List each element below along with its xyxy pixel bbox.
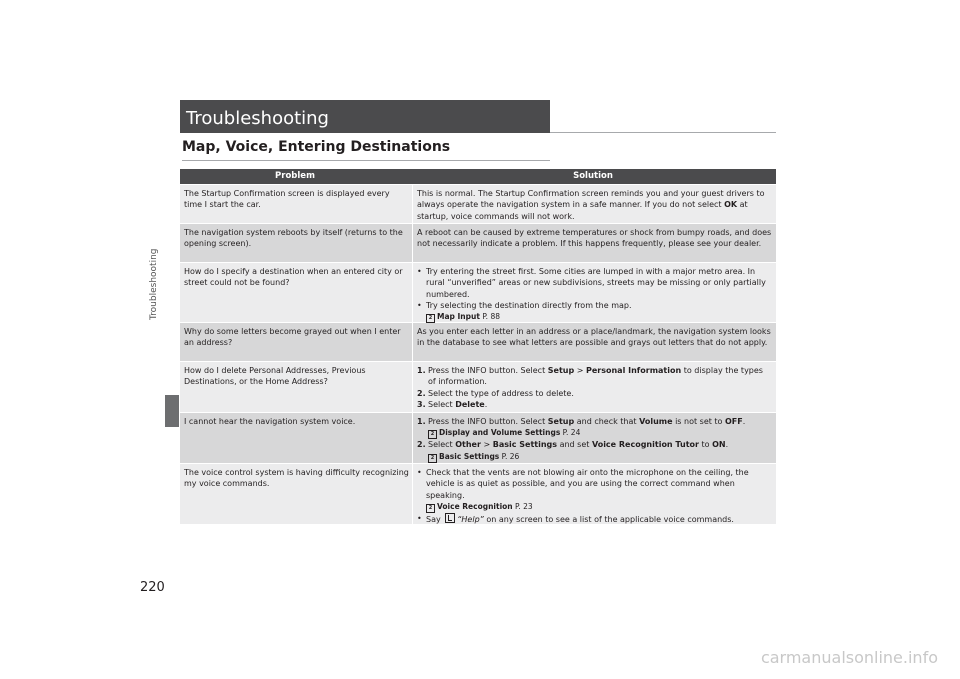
bullet-marker: • [417, 267, 422, 276]
menu-term: Volume [639, 417, 673, 426]
reference-page: P. 26 [499, 451, 520, 461]
step-number: 2. [417, 440, 426, 450]
text-run: Select [428, 440, 456, 450]
table-row [180, 184, 776, 223]
reference-label: Voice Recognition [437, 501, 513, 511]
table-row [180, 463, 776, 524]
table-row [180, 262, 776, 322]
menu-term: Other [455, 440, 481, 450]
solution-cell [412, 413, 776, 463]
side-tab-marker [165, 395, 179, 427]
step-number: 1. [417, 366, 426, 375]
problem-cell: Why do some letters become grayed out when I enter an address? [184, 327, 401, 348]
reference-label: Display and Volume Settings [439, 428, 561, 438]
bullet-marker: • [417, 300, 422, 310]
voice-command: “Help” [457, 514, 484, 524]
step-text [428, 416, 745, 427]
section-title: Map, Voice, Entering Destinations [182, 139, 451, 155]
step-number: 2. [417, 388, 426, 398]
text-run: is not set to [672, 417, 725, 426]
step-number: 1. [417, 417, 426, 426]
watermark: carmanualsonline.info [760, 648, 938, 667]
bullet-text: Try entering the street first. Some cities are lumped in with a major metro area. In rural “unverified” areas or new subdivisions, streets may be missing or only partially numbered. [426, 267, 766, 299]
side-tab-label: Troubleshooting [149, 248, 159, 320]
text-run: to display the types of information. [428, 366, 763, 387]
header-solution: Solution [573, 171, 613, 181]
reference-arrow-icon: 2 [428, 430, 437, 439]
bullet-item [417, 266, 772, 300]
menu-term: Voice Recognition Tutor [591, 440, 699, 450]
bullet-text: Try selecting the destination directly from the map. [426, 300, 632, 310]
page-reference[interactable] [417, 427, 772, 439]
text-run: > [480, 440, 493, 450]
text-run: . [484, 399, 488, 409]
solution-cell [412, 185, 776, 223]
menu-term: Delete [455, 399, 485, 409]
text-run: . [725, 440, 729, 450]
numbered-step [417, 388, 772, 399]
menu-term: Basic Settings [492, 440, 558, 450]
step-number: 3. [417, 399, 426, 409]
numbered-step [417, 365, 772, 388]
solution-cell [412, 263, 776, 322]
problem-cell: How do I delete Personal Addresses, Previous Destinations, or the Home Address? [184, 366, 366, 387]
reference-label: Basic Settings [439, 451, 500, 461]
text-run: . [742, 417, 746, 426]
menu-term: Personal Information [585, 366, 682, 375]
reference-arrow-icon: 2 [428, 454, 437, 463]
text-run: on any screen to see a list of the applicable voice commands. [483, 514, 734, 524]
problem-cell: How do I specify a destination when an entered city or street could not be found? [184, 267, 403, 288]
ok-label: OK [724, 200, 738, 210]
step-text [428, 439, 728, 450]
solution-cell [412, 464, 776, 524]
table-header [180, 169, 776, 184]
page-number: 220 [140, 580, 165, 595]
problem-cell: I cannot hear the navigation system voice. [184, 417, 356, 426]
bullet-item [417, 467, 772, 501]
bullet-item [417, 300, 772, 311]
table-row [180, 412, 776, 463]
problem-cell: The Startup Confirmation screen is displayed every time I start the car. [184, 189, 390, 210]
problem-cell: The voice control system is having difficulty recognizing my voice commands. [184, 468, 409, 489]
text-run: Say [426, 514, 444, 524]
page-title: Troubleshooting [186, 108, 329, 129]
step-text [428, 365, 772, 388]
section-rule [182, 160, 550, 161]
table-row [180, 361, 776, 412]
page-reference[interactable] [417, 311, 772, 323]
problem-cell: The navigation system reboots by itself (returns to the opening screen). [184, 228, 403, 249]
text-run: and set [557, 440, 592, 450]
bullet-marker: • [417, 513, 422, 523]
reference-page: P. 88 [479, 312, 500, 322]
text-run: Press the INFO button. Select [428, 366, 548, 375]
title-rule [550, 132, 776, 133]
bullet-text: Check that the vents are not blowing air onto the microphone on the ceiling, the vehicle is as quiet as possible, and you are using the correct command when speaking. [426, 468, 749, 500]
solution-cell: As you enter each letter in an address or a place/landmark, the navigation system looks in the database to see what letters are possible and grays out letters that do not apply. [412, 323, 776, 361]
menu-term: Setup [547, 366, 575, 375]
step-text [428, 399, 487, 410]
step-text: Select the type of address to delete. [428, 388, 574, 398]
text-run: Press the INFO button. Select [428, 417, 548, 426]
header-problem: Problem [275, 171, 315, 181]
reference-arrow-icon: 2 [426, 314, 435, 323]
solution-cell [412, 362, 776, 412]
solution-cell: A reboot can be caused by extreme temperatures or shock from bumpy roads, and does not necessarily indicate a problem. If this happens frequently, please see your dealer. [412, 224, 776, 262]
menu-term: ON [712, 440, 726, 450]
numbered-step [417, 416, 772, 427]
table-row [180, 223, 776, 262]
page-reference[interactable] [417, 501, 772, 513]
menu-term: Setup [547, 417, 575, 426]
reference-label: Map Input [437, 312, 480, 322]
text-run: and check that [574, 417, 640, 426]
text-run: to [698, 440, 713, 450]
numbered-step [417, 439, 772, 450]
table-row [180, 322, 776, 361]
text-run: > [574, 366, 586, 375]
reference-arrow-icon: 2 [426, 504, 435, 513]
bullet-item [417, 513, 772, 525]
numbered-step [417, 399, 772, 410]
bullet-marker: • [417, 468, 422, 477]
reference-page: P. 24 [560, 428, 581, 438]
solution-text: at startup, voice commands will not work. [417, 200, 748, 221]
page-reference[interactable] [417, 451, 772, 463]
bullet-text [426, 513, 734, 525]
troubleshooting-table [180, 169, 776, 524]
solution-text: This is normal. The Startup Confirmation screen reminds you and your guest drivers to always operate the navigation system in a safe manner. If you do not select [417, 189, 765, 210]
text-run: Select [428, 399, 456, 409]
menu-term: OFF [725, 417, 743, 426]
reference-page: P. 23 [512, 501, 533, 511]
talk-button-icon [445, 513, 455, 523]
